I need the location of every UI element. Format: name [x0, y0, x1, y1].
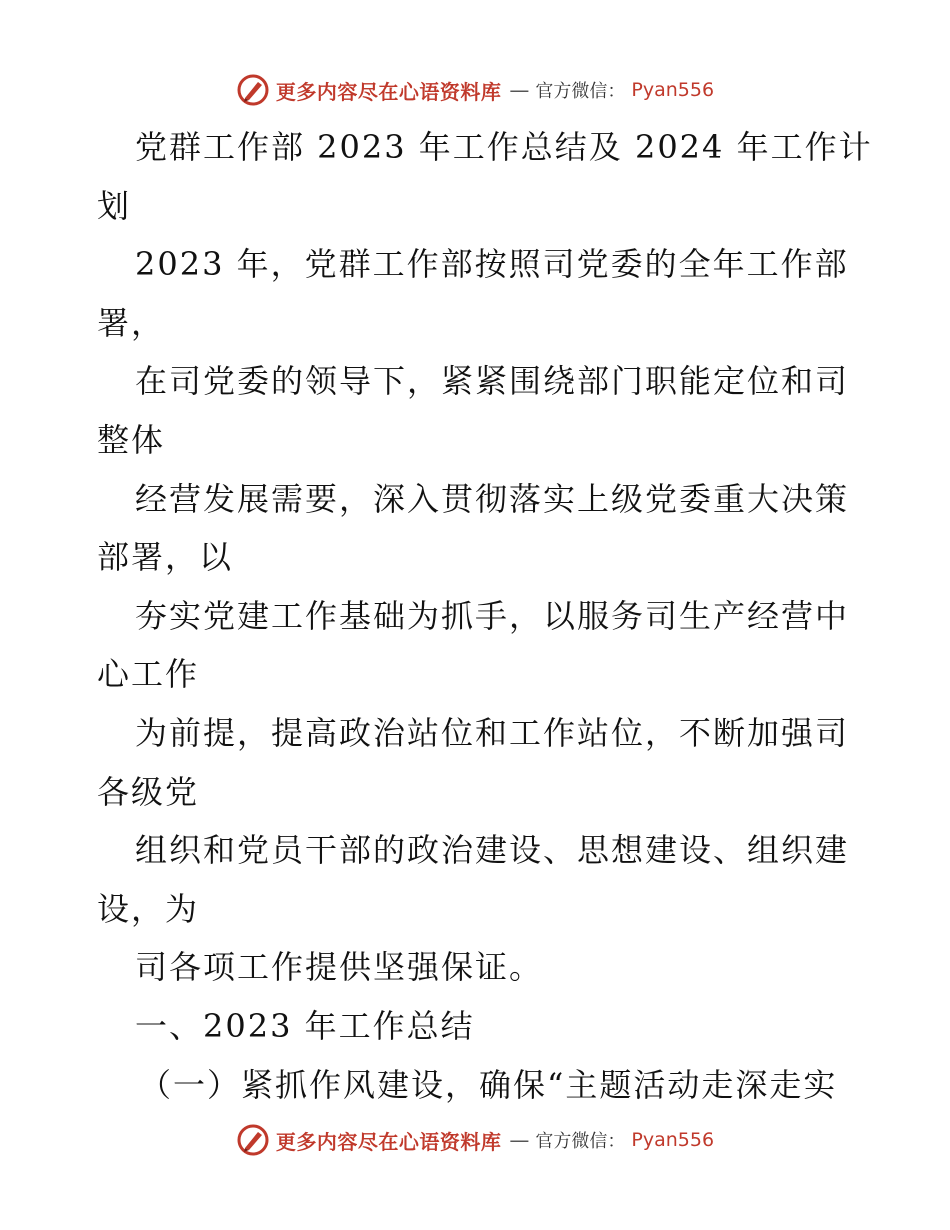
watermark-separator: — — [509, 78, 528, 102]
watermark-text: 更多内容尽在心语资料库 — [275, 1129, 502, 1154]
watermark-label: 官方微信： — [535, 81, 626, 102]
paragraph-line: 组织和党员干部的政治建设、思想建设、组织建 — [135, 831, 850, 870]
paragraph-line: 司各项工作提供坚强保证。 — [135, 948, 544, 987]
paragraph-line: 2023 年，党群工作部按照司党委的全年工作部 — [135, 245, 849, 284]
title-line-1: 党群工作部 2023 年工作总结及 2024 年工作计 — [135, 128, 873, 166]
subsection-heading: （一）紧抓作风建设，确保“主题活动走深走实 — [139, 1065, 838, 1104]
watermark-separator: — — [509, 1128, 528, 1152]
section-heading: 一、2023 年工作总结 — [135, 1006, 475, 1045]
paragraph-line: 设，为 — [97, 889, 200, 928]
watermark-text: 更多内容尽在心语资料库 — [275, 79, 502, 104]
pen-logo-icon — [236, 73, 270, 107]
paragraph-line: 部署，以 — [97, 538, 234, 577]
paragraph-line: 各级党 — [97, 772, 200, 811]
watermark-banner-top — [0, 70, 950, 110]
paragraph-line: 为前提，提高政治站位和工作站位，不断加强司 — [135, 713, 850, 752]
title-line-2: 划 — [97, 186, 132, 225]
paragraph-line: 夯实党建工作基础为抓手，以服务司生产经营中 — [135, 596, 850, 635]
paragraph-line: 心工作 — [97, 655, 200, 694]
watermark-handle: Pyan556 — [631, 1129, 715, 1151]
watermark-banner-bottom — [0, 1120, 950, 1160]
watermark-label: 官方微信： — [535, 1131, 626, 1152]
document-body — [97, 118, 873, 1114]
pen-logo-icon — [236, 1123, 270, 1157]
paragraph-line: 经营发展需要，深入贯彻落实上级党委重大决策 — [135, 479, 850, 518]
paragraph-line: 署， — [97, 303, 166, 342]
paragraph-line: 整体 — [97, 420, 166, 459]
watermark-handle: Pyan556 — [631, 79, 715, 101]
paragraph-line: 在司党委的领导下，紧紧围绕部门职能定位和司 — [135, 362, 850, 401]
